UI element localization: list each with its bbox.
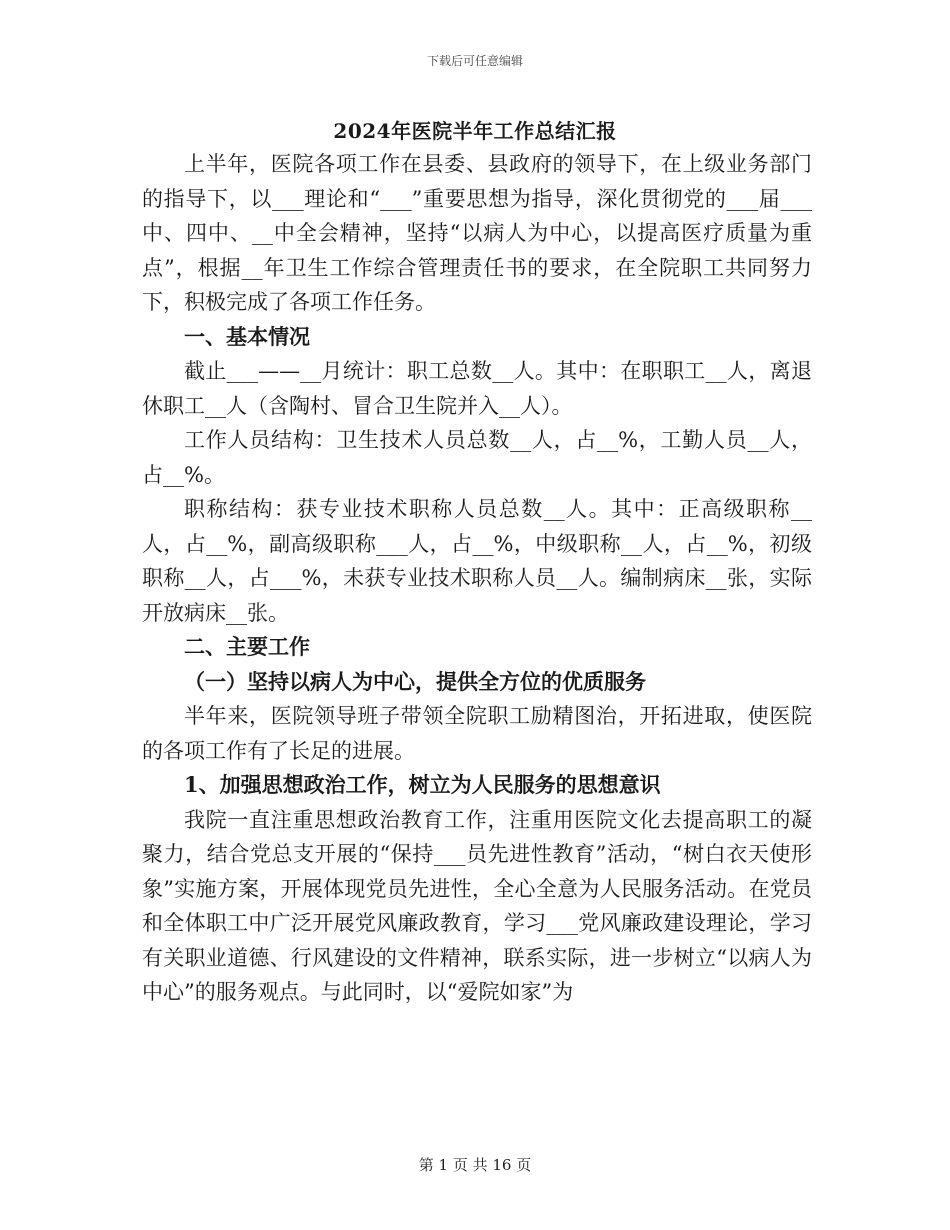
header-note: 下载后可任意编辑 — [426, 54, 523, 68]
subsection-heading-1-1: 1、加强思想政治工作，树立为人民服务的思想意识 — [184, 772, 661, 797]
section-heading-basic: 一、基本情况 — [184, 323, 310, 349]
section-heading-main-work: 二、主要工作 — [184, 634, 310, 659]
document-title: 2024年医院半年工作总结汇报 — [333, 119, 617, 143]
intro-paragraph: 上半年，医院各项工作在县委、县政府的领导下，在上级业务部门的指导下，以___理论和“___”重要思想为指导，深化贯彻党的___届___中、四中、__中全会精神，坚持“以病人为中心，以提高医疗质量为重点”，根据__年卫生工作综合管理责任书的要求，在全院职工共同努力下，积极完成了各项工作任务。 — [142, 152, 812, 314]
staff-structure-paragraph: 工作人员结构：卫生技术人员总数__人，占__%，工勤人员__人，占__%。 — [142, 428, 812, 487]
page-footer: 第 1 页 共 16 页 — [418, 1156, 532, 1174]
ideology-paragraph: 我院一直注重思想政治教育工作，注重用医院文化去提高职工的凝聚力，结合党总支开展的“保持___员先进性教育”活动，“树白衣天使形象”实施方案，开展体现党员先进性，全心全意为人民服务活动。在党员和全体职工中广泛开展党风廉政教育，学习___党风廉政建设理论，学习有关职业道德、行风建设的文件精神，联系实际，进一步树立“以病人为中心”的服务观点。与此同时，以“爱院如家”为 — [142, 807, 812, 1004]
staff-stats-paragraph: 截止___——__月统计：职工总数__人。其中：在职职工__人，离退休职工__人（含陶村、冒合卫生院并入__人）。 — [142, 359, 812, 418]
document-body — [142, 147, 812, 1010]
subsection-heading-1: （一）坚持以病人为中心，提供全方位的优质服务 — [184, 668, 646, 694]
title-structure-paragraph: 职称结构：获专业技术职称人员总数__人。其中：正高级职称__人，占__%，副高级职称___人，占__%，中级职称__人，占__%，初级职称__人，占___%，未获专业技术职称人员__人。编制病床__张，实际开放病床__张。 — [142, 497, 812, 625]
progress-paragraph: 半年来，医院领导班子带领全院职工励精图治，开拓进取，使医院的各项工作有了长足的进展。 — [142, 704, 812, 763]
